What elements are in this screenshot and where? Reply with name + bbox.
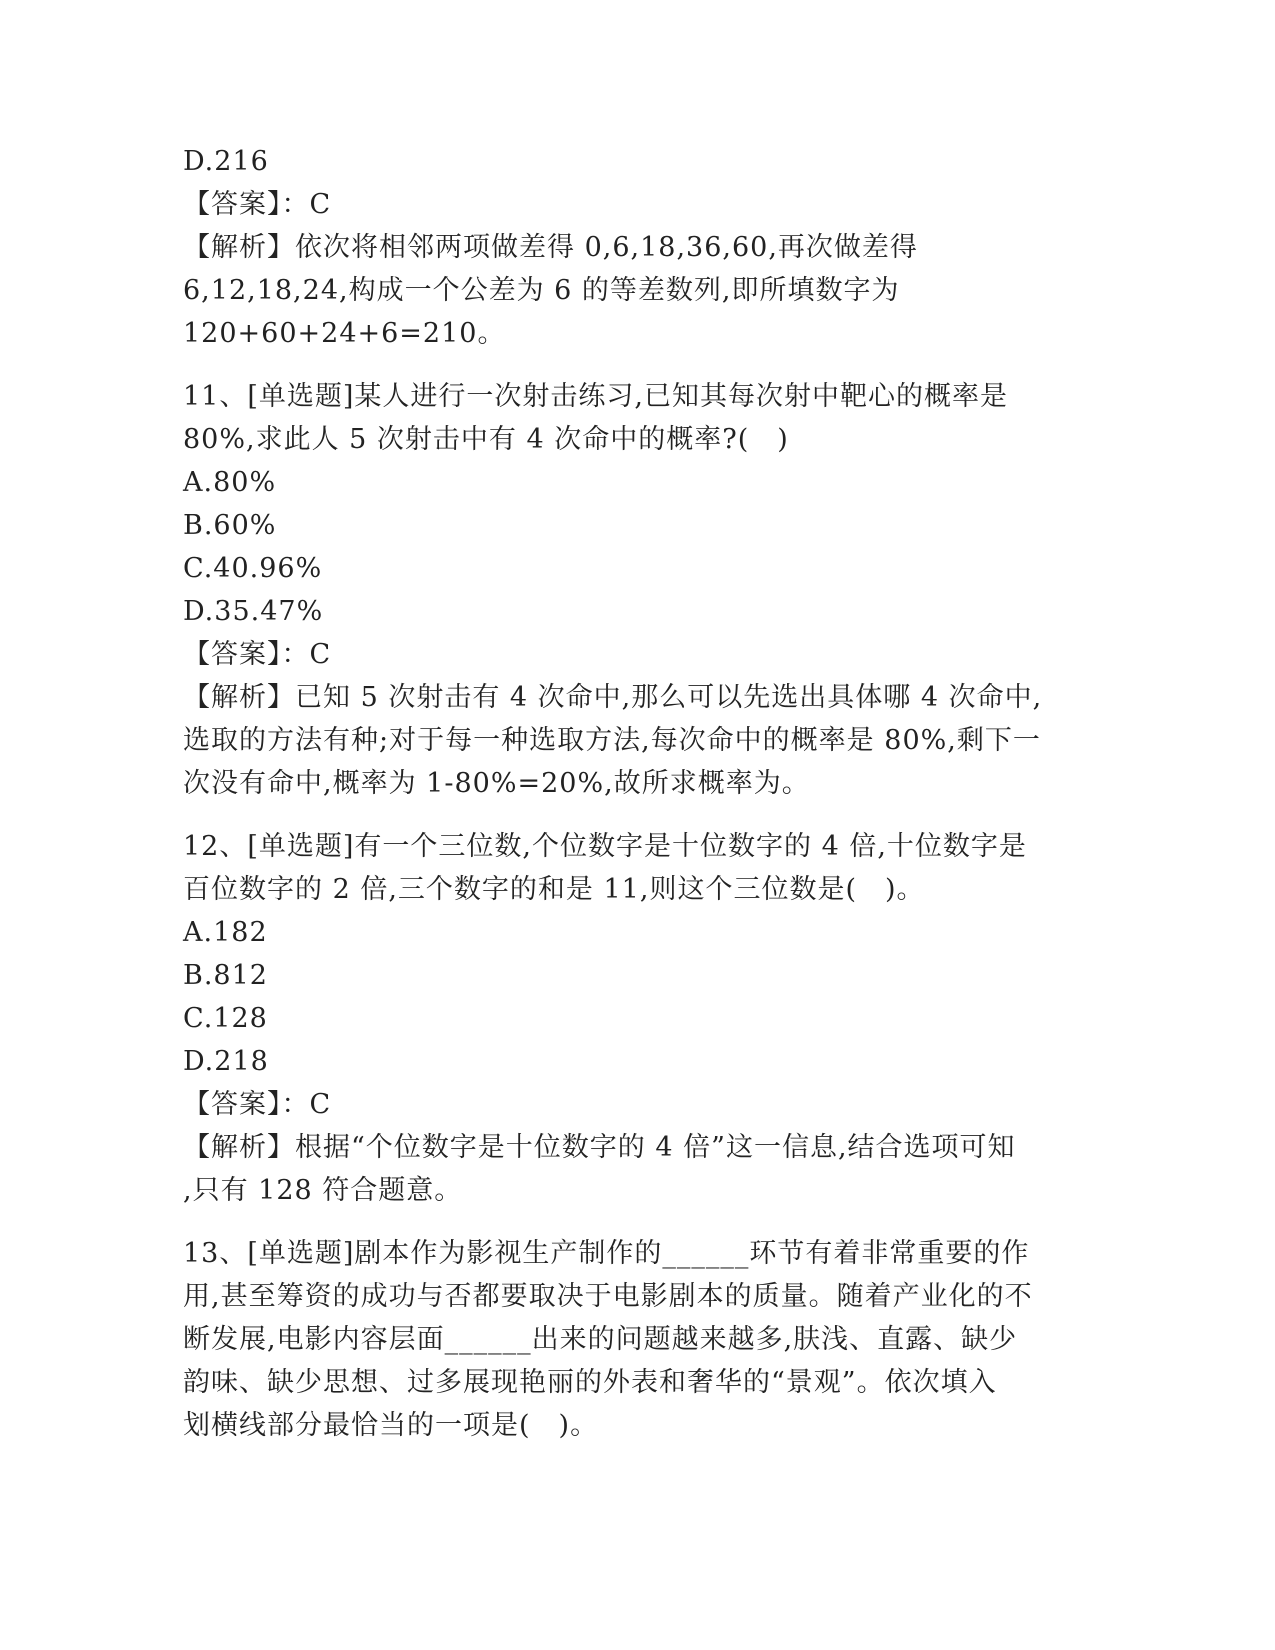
analysis-line: 6,12,18,24,构成一个公差为 6 的等差数列,即所填数字为 xyxy=(183,275,900,306)
analysis-line: 【解析】依次将相邻两项做差得 0,6,18,36,60,再次做差得 xyxy=(183,232,918,263)
question-11 xyxy=(183,375,1073,805)
option-b: B.812 xyxy=(183,960,268,991)
analysis-line: 次没有命中,概率为 1-80%=20%,故所求概率为。 xyxy=(183,768,810,799)
analysis-line: ,只有 128 符合题意。 xyxy=(183,1175,463,1206)
option-a: A.80% xyxy=(183,467,277,498)
option-c: C.40.96% xyxy=(183,553,323,584)
question-stem: 韵味、缺少思想、过多展现艳丽的外表和奢华的“景观”。依次填入 xyxy=(183,1367,997,1398)
analysis-line: 120+60+24+6=210。 xyxy=(183,318,506,349)
question-stem: 划横线部分最恰当的一项是( )。 xyxy=(183,1410,599,1441)
question-stem: 用,甚至筹资的成功与否都要取决于电影剧本的质量。随着产业化的不 xyxy=(183,1281,1033,1312)
answer: 【答案】：C xyxy=(183,1089,332,1120)
analysis-line: 【解析】已知 5 次射击有 4 次命中,那么可以先选出具体哪 4 次命中, xyxy=(183,682,1043,713)
question-stem: 百位数字的 2 倍,三个数字的和是 11,则这个三位数是( )。 xyxy=(183,874,925,905)
question-12 xyxy=(183,825,1073,1212)
option-b: B.60% xyxy=(183,510,277,541)
option-a: A.182 xyxy=(183,917,268,948)
option-d: D.35.47% xyxy=(183,596,324,627)
question-stem: 80%,求此人 5 次射击中有 4 次命中的概率?( ) xyxy=(183,424,789,455)
answer: 【答案】：C xyxy=(183,639,332,670)
answer: 【答案】：C xyxy=(183,189,332,220)
analysis-line: 选取的方法有种;对于每一种选取方法,每次命中的概率是 80%,剩下一 xyxy=(183,725,1041,756)
question-10-tail xyxy=(183,140,1073,355)
question-13 xyxy=(183,1232,1073,1447)
question-stem: 断发展,电影内容层面______出来的问题越来越多,肤浅、直露、缺少 xyxy=(183,1324,1018,1355)
option-c: C.128 xyxy=(183,1003,268,1034)
option-d: D.218 xyxy=(183,1046,269,1077)
question-stem: 12、[单选题]有一个三位数,个位数字是十位数字的 4 倍,十位数字是 xyxy=(183,831,1027,862)
question-stem: 11、[单选题]某人进行一次射击练习,已知其每次射中靶心的概率是 xyxy=(183,381,1009,412)
question-stem: 13、[单选题]剧本作为影视生产制作的______环节有着非常重要的作 xyxy=(183,1238,1030,1269)
option-d: D.216 xyxy=(183,146,269,177)
document-page xyxy=(183,140,1073,1447)
analysis-line: 【解析】根据“个位数字是十位数字的 4 倍”这一信息,结合选项可知 xyxy=(183,1132,1016,1163)
